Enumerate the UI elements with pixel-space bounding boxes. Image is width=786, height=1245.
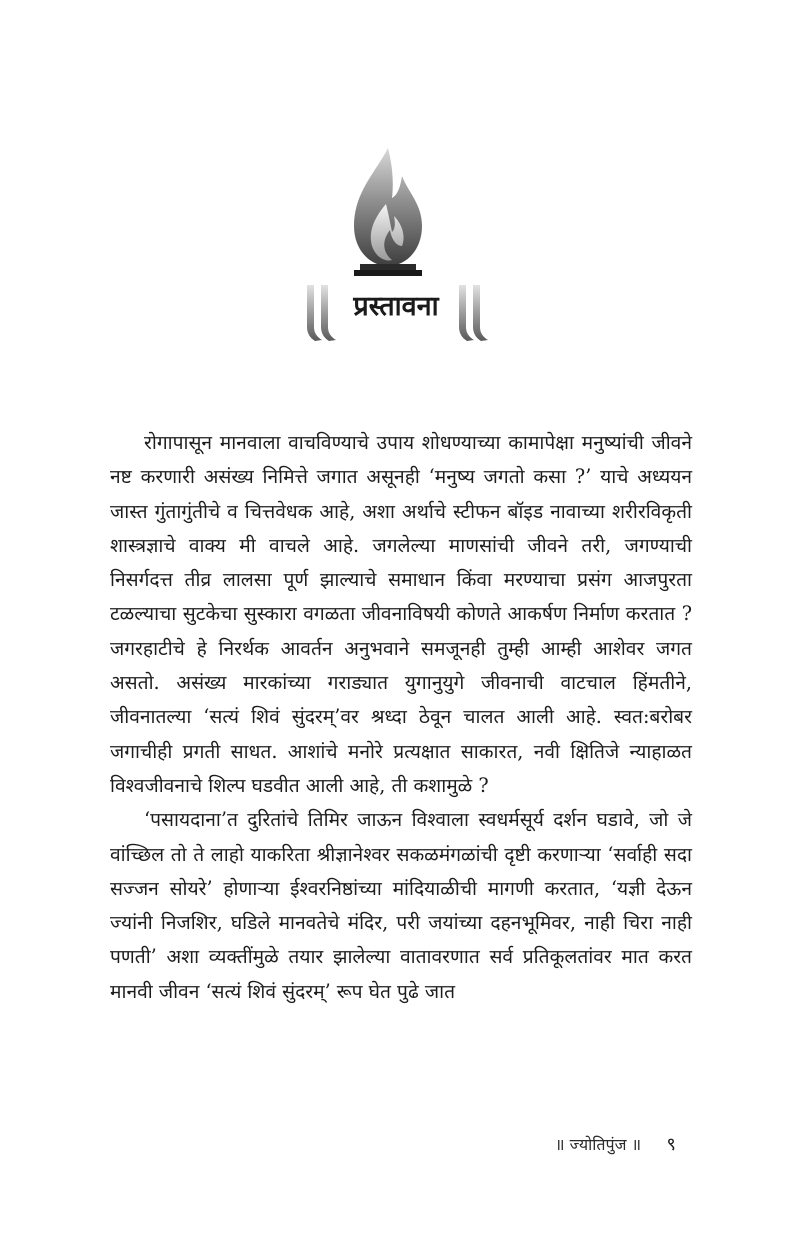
paragraph-2: ‘पसायदाना’त दुरितांचे तिमिर जाऊन विश्वाला स्वधर्मसूर्य दर्शन घडावे, जो जे वांच्छिल तो ते लाहो याकरिता श्रीज्ञानेश्वर सकळमंगळांची दृष्टी करणाऱ्या ‘सर्वाही सदा सज्जन सोयरे’ होणाऱ्या ईश्वरनिष्ठांच्या मांदियाळीची मागणी करतात, ‘यज्ञी देऊन ज्यांनी निजशिर, घडिले मानवतेचे मंदिर, परी जयांच्या दहनभूमिवर, नाही चिरा नाही पणती’ अशा व्यक्तींमुळे तयार झालेल्या वातावरणात सर्व प्रतिकूलतांवर मात करत मानवी जीवन ‘सत्यं शिवं सुंदरम्’ रूप घेत पुढे जात [110,808,692,1003]
double-bars-right-icon [455,283,489,343]
running-title: ॥ ज्योतिपुंज ॥ [555,1135,642,1154]
flame-on-base-icon [346,146,430,278]
heading-title: प्रस्तावना [353,291,439,322]
chapter-heading [0,283,786,345]
double-bars-left-icon [303,283,337,343]
paragraph-1: रोगापासून मानवाला वाचविण्याचे उपाय शोधण्याच्या कामापेक्षा मनुष्यांची जीवने नष्ट करणारी असंख्य निमित्ते जगात असूनही ‘मनुष्य जगतो कसा ?’ याचे अध्ययन जास्त गुंतागुंतीचे व चित्तवेधक आहे, अशा अर्थाचे स्टीफन बॉइड नावाच्या शरीरविकृती शास्त्रज्ञाचे वाक्य मी वाचले आहे. जगलेल्या माणसांची जीवने तरी, जगण्याची निसर्गदत्त तीव्र लालसा पूर्ण झाल्याचे समाधान किंवा मरण्याचा प्रसंग आजपुरता टळल्याचा सुटकेचा सुस्कारा वगळता जीवनाविषयी कोणते आकर्षण निर्माण करतात ? जगरहाटीचे हे निरर्थक आवर्तन अनुभवाने समजूनही तुम्ही आम्ही आशेवर जगत असतो. असंख्य मारकांच्या गराड्यात युगानुयुगे जीवनाची वाटचाल हिंमतीने, जीवनातल्या ‘सत्यं शिवं सुंदरम्’वर श्रध्दा ठेवून चालत आली आहे. स्वत:बरोबर जगाचीही प्रगती साधत. आशांचे मनोरे प्रत्यक्षात साकारत, नवी क्षितिजे न्याहाळत विश्वजीवनाचे शिल्प घडवीत आली आहे, ती कशामुळे ? [110,431,692,797]
page-number: ९ [666,1134,676,1155]
page-footer [555,1130,695,1160]
body-text [110,426,692,1009]
